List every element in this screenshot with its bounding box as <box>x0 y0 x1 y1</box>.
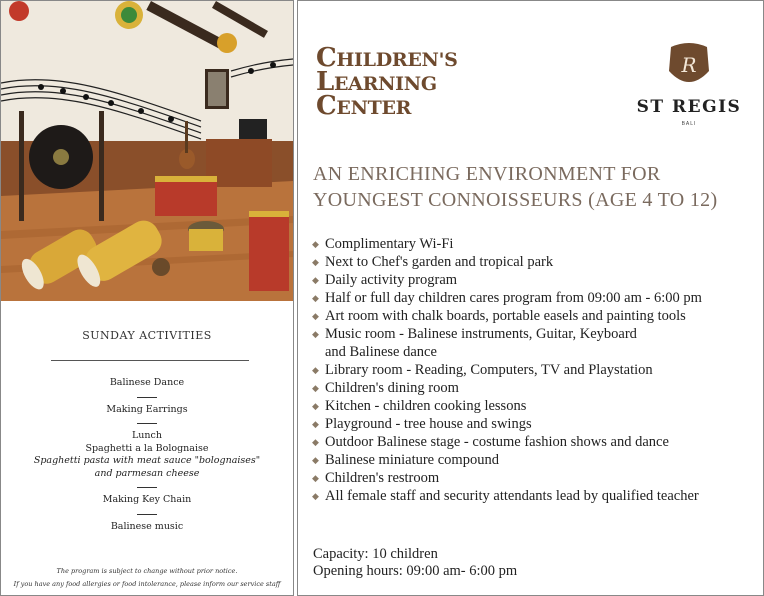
bullet-icon: ◆ <box>312 473 319 483</box>
st-regis-location: BALI <box>681 121 697 127</box>
note-allergies: If you have any food allergies or food intolerance, please inform our service staff <box>13 580 281 588</box>
logo-line <box>316 43 458 73</box>
heading-divider <box>51 360 249 361</box>
opening-hours: Opening hours: 09:00 am- 6:00 pm <box>313 563 518 579</box>
logo-word: EARNING <box>333 73 437 95</box>
feature-text: All female staff and security attendants lead by qualified teacher <box>325 488 699 504</box>
feature-item <box>312 379 762 397</box>
activity-item: Balinese music <box>110 520 184 532</box>
logo-initial: C <box>316 91 337 121</box>
childrens-learning-center-logo <box>316 43 458 127</box>
feature-item <box>312 451 762 469</box>
feature-text: Library room - Reading, Computers, TV and Playstation <box>325 362 653 378</box>
headline <box>313 161 763 213</box>
activities-flyer <box>0 0 294 596</box>
bullet-icon: ◆ <box>312 239 319 249</box>
feature-item <box>312 361 762 379</box>
bullet-icon: ◆ <box>312 311 319 321</box>
capacity-hours <box>313 546 517 580</box>
feature-text: Art room with chalk boards, portable easels and painting tools <box>325 308 686 324</box>
st-regis-crest-icon <box>624 41 754 93</box>
activity-separator <box>137 423 157 424</box>
lunch-description: Spaghetti pasta with meat sauce "bolognaises" <box>33 455 261 466</box>
feature-text: Playground - tree house and swings <box>325 416 532 432</box>
logo-word: ENTER <box>336 97 412 119</box>
feature-item <box>312 433 762 451</box>
feature-item <box>312 235 762 253</box>
lunch-dish: Spaghetti a la Bolognaise <box>85 442 209 454</box>
logo-initial: L <box>316 67 334 97</box>
flyer-notes <box>1 565 293 591</box>
feature-item <box>312 415 762 433</box>
bullet-icon: ◆ <box>312 491 319 501</box>
feature-text: Half or full day children cares program from 09:00 am - 6:00 pm <box>325 290 702 306</box>
info-flyer <box>297 0 764 596</box>
feature-item <box>312 487 762 505</box>
feature-item <box>312 469 762 487</box>
feature-item <box>312 253 762 271</box>
activity-item: Balinese Dance <box>109 377 185 388</box>
lunch-description: and parmesan cheese <box>94 467 200 479</box>
activity-separator <box>137 514 157 515</box>
bullet-icon: ◆ <box>312 455 319 465</box>
feature-text: Complimentary Wi-Fi <box>325 236 454 252</box>
bullet-icon: ◆ <box>312 293 319 303</box>
features-list <box>312 235 762 505</box>
activity-item: Making Earrings <box>106 403 188 415</box>
bullet-icon: ◆ <box>312 329 319 339</box>
st-regis-name: ST REGIS <box>636 97 742 117</box>
feature-text: Outdoor Balinese stage - costume fashion shows and dance <box>325 434 669 450</box>
sunday-activities-section <box>1 301 293 595</box>
activity-item: Lunch <box>132 430 162 441</box>
bullet-icon: ◆ <box>312 401 319 411</box>
activities-heading: SUNDAY ACTIVITIES <box>82 329 212 342</box>
bullet-icon: ◆ <box>312 437 319 447</box>
st-regis-logo <box>624 41 754 131</box>
music-room-photo <box>1 1 293 301</box>
bullet-icon: ◆ <box>312 257 319 267</box>
feature-text: Children's restroom <box>325 470 440 486</box>
feature-text-continuation: and Balinese dance <box>325 344 437 360</box>
activity-item: Making Key Chain <box>102 494 192 505</box>
feature-text: Kitchen - children cooking lessons <box>325 398 527 414</box>
feature-text: Next to Chef's garden and tropical park <box>325 254 554 270</box>
bullet-icon: ◆ <box>312 419 319 429</box>
headline-line-1: AN ENRICHING ENVIRONMENT FOR <box>313 163 661 185</box>
feature-item <box>312 325 762 361</box>
headline-line-2: YOUNGEST CONNOISSEURS (AGE 4 TO 12) <box>313 189 718 211</box>
logo-initial: C <box>316 43 337 73</box>
feature-item <box>312 307 762 325</box>
feature-item <box>312 289 762 307</box>
capacity: Capacity: 10 children <box>313 546 438 562</box>
feature-text: Children's dining room <box>325 380 459 396</box>
activity-separator <box>137 487 157 488</box>
logo-word: HILDREN'S <box>336 49 458 71</box>
note-program-change: The program is subject to change without prior notice. <box>56 567 238 575</box>
feature-item <box>312 397 762 415</box>
bullet-icon: ◆ <box>312 275 319 285</box>
logo-line <box>316 91 446 121</box>
crest-monogram: R <box>681 53 697 77</box>
feature-text: Balinese miniature compound <box>325 452 499 468</box>
feature-item <box>312 271 762 289</box>
bullet-icon: ◆ <box>312 365 319 375</box>
feature-text: Daily activity program <box>325 272 458 288</box>
activity-separator <box>137 397 157 398</box>
music-room-illustration <box>1 1 293 301</box>
bullet-icon: ◆ <box>312 383 319 393</box>
activities-list <box>1 377 293 533</box>
feature-text: Music room - Balinese instruments, Guitar, Keyboard <box>325 326 637 342</box>
